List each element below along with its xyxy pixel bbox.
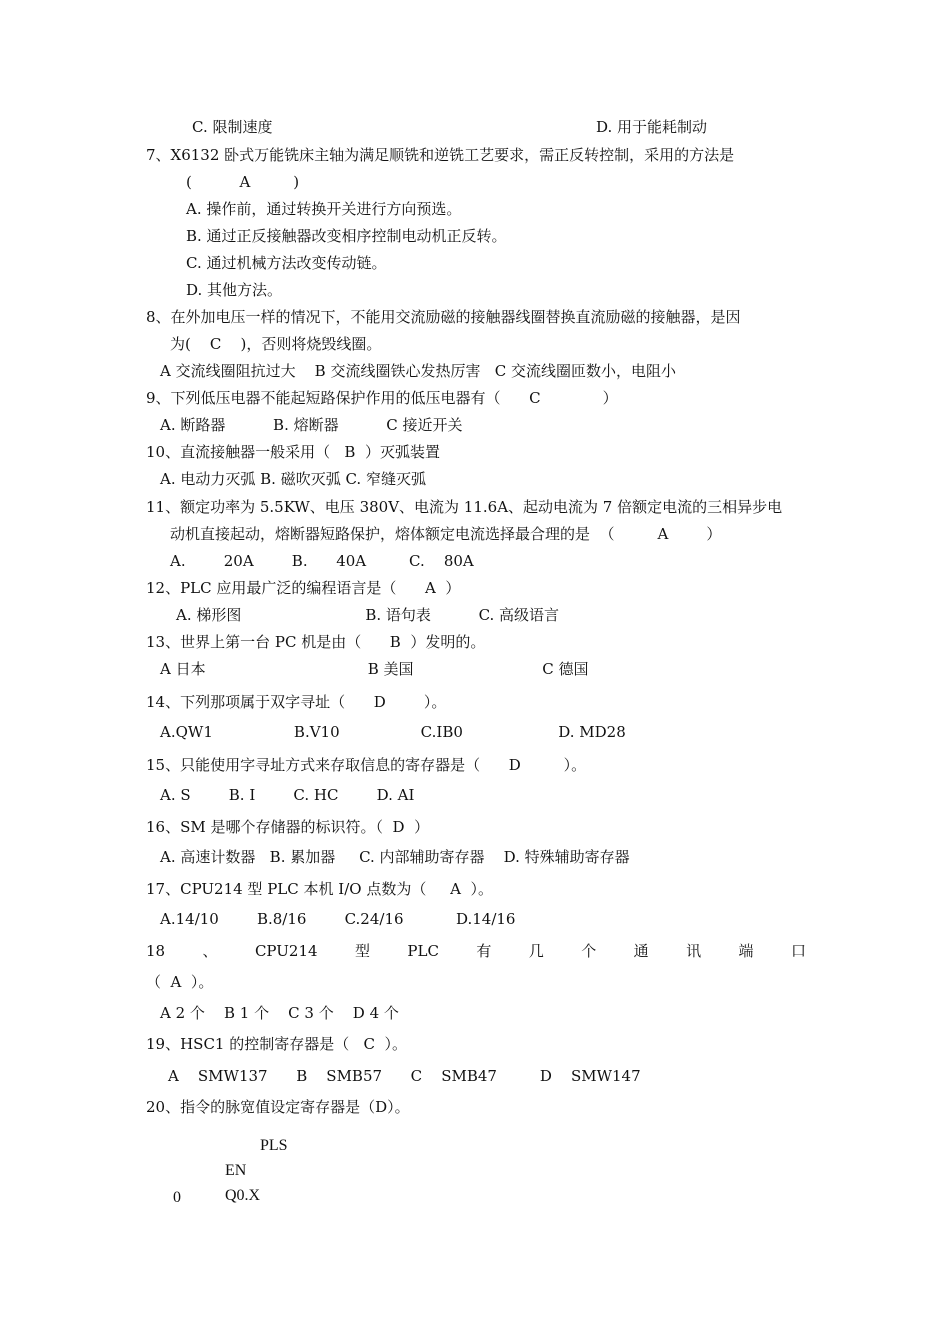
q7-option-d: D. 其他方法。 [186, 281, 283, 299]
q6-option-d: D. 用于能耗制动 [596, 118, 708, 136]
q7-option-c: C. 通过机械方法改变传动链。 [186, 254, 387, 272]
q11-options: A. 20A B. 40A C. 80A [170, 552, 474, 570]
q16-options: A. 高速计数器 B. 累加器 C. 内部辅助寄存器 D. 特殊辅助寄存器 [160, 848, 630, 866]
q10-stem: 10、直流接触器一般采用（ B ）灭弧装置 [146, 443, 440, 461]
q18-word: 、 [202, 942, 218, 960]
q13-stem: 13、世界上第一台 PC 机是由（ B ）发明的。 [146, 633, 486, 651]
q17-stem: 17、CPU214 型 PLC 本机 I/O 点数为（ A ）。 [146, 880, 494, 898]
q9-stem: 9、下列低压电器不能起短路保护作用的低压电器有（ C ） [146, 389, 618, 407]
q7-stem: 7、X6132 卧式万能铣床主轴为满足顺铣和逆铣工艺要求，需正反转控制，采用的方法是 [146, 146, 735, 164]
q18-stem [146, 941, 806, 961]
q0x-label: Q0.X [225, 1187, 261, 1204]
q8-stem-cont: 为( C )，否则将烧毁线圈。 [170, 335, 382, 353]
q6-option-c: C. 限制速度 [192, 118, 273, 136]
q14-stem: 14、下列那项属于双字寻址（ D ）。 [146, 693, 447, 711]
q20-stem: 20、指令的脉宽值设定寄存器是（D）。 [146, 1098, 410, 1116]
q18-word: 个 [581, 942, 597, 960]
q13-options: A 日本 B 美国 C 德国 [160, 660, 589, 678]
q7-answer: ( A ) [186, 173, 300, 191]
q12-stem: 12、PLC 应用最广泛的编程语言是（ A ） [146, 579, 461, 597]
q15-options: A. S B. I C. HC D. AI [160, 786, 415, 804]
q18-answer: （ A ）。 [146, 973, 214, 991]
q10-options: A. 电动力灭弧 B. 磁吹灭弧 C. 窄缝灭弧 [160, 470, 426, 488]
q18-word: 端 [738, 942, 754, 960]
q14-options: A.QW1 B.V10 C.IB0 D. MD28 [160, 723, 626, 741]
q9-options: A. 断路器 B. 熔断器 C 接近开关 [160, 416, 463, 434]
q18-word: 口 [790, 942, 806, 960]
q8-options: A 交流线圈阻抗过大 B 交流线圈铁心发热厉害 C 交流线圈匝数小，电阻小 [160, 362, 677, 380]
q18-word: 几 [528, 942, 544, 960]
en-label: EN [225, 1162, 247, 1179]
q19-options: A SMW137 B SMB57 C SMB47 D SMW147 [168, 1067, 641, 1085]
q18-word: 通 [633, 942, 649, 960]
q18-word: CPU214 [254, 942, 318, 960]
q18-word: PLC [407, 942, 439, 960]
zero-label: 0 [173, 1189, 181, 1206]
q8-stem: 8、在外加电压一样的情况下，不能用交流励磁的接触器线圈替换直流励磁的接触器，是因 [146, 308, 741, 326]
q16-stem: 16、SM 是哪个存储器的标识符。（ D ） [146, 818, 430, 836]
q18-word: 讯 [686, 942, 702, 960]
q11-stem-cont: 动机直接起动，熔断器短路保护，熔体额定电流选择最合理的是 （ A ） [170, 525, 722, 543]
q17-options: A.14/10 B.8/16 C.24/16 D.14/16 [160, 910, 516, 928]
q19-stem: 19、HSC1 的控制寄存器是（ C ）。 [146, 1035, 408, 1053]
q18-options: A 2 个 B 1 个 C 3 个 D 4 个 [160, 1004, 399, 1022]
q11-stem: 11、额定功率为 5.5KW、电压 380V、电流为 11.6A、起动电流为 7 倍额定电流的三相异步电 [146, 498, 783, 516]
q7-option-a: A. 操作前，通过转换开关进行方向预选。 [186, 200, 462, 218]
q18-word: 18 [146, 942, 166, 960]
q18-word: 有 [476, 942, 492, 960]
q7-option-b: B. 通过正反接触器改变相序控制电动机正反转。 [186, 227, 507, 245]
q12-options: A. 梯形图 B. 语句表 C. 高级语言 [176, 606, 560, 624]
q18-word: 型 [354, 942, 370, 960]
q15-stem: 15、只能使用字寻址方式来存取信息的寄存器是（ D ）。 [146, 756, 587, 774]
pls-label: PLS [260, 1137, 288, 1154]
